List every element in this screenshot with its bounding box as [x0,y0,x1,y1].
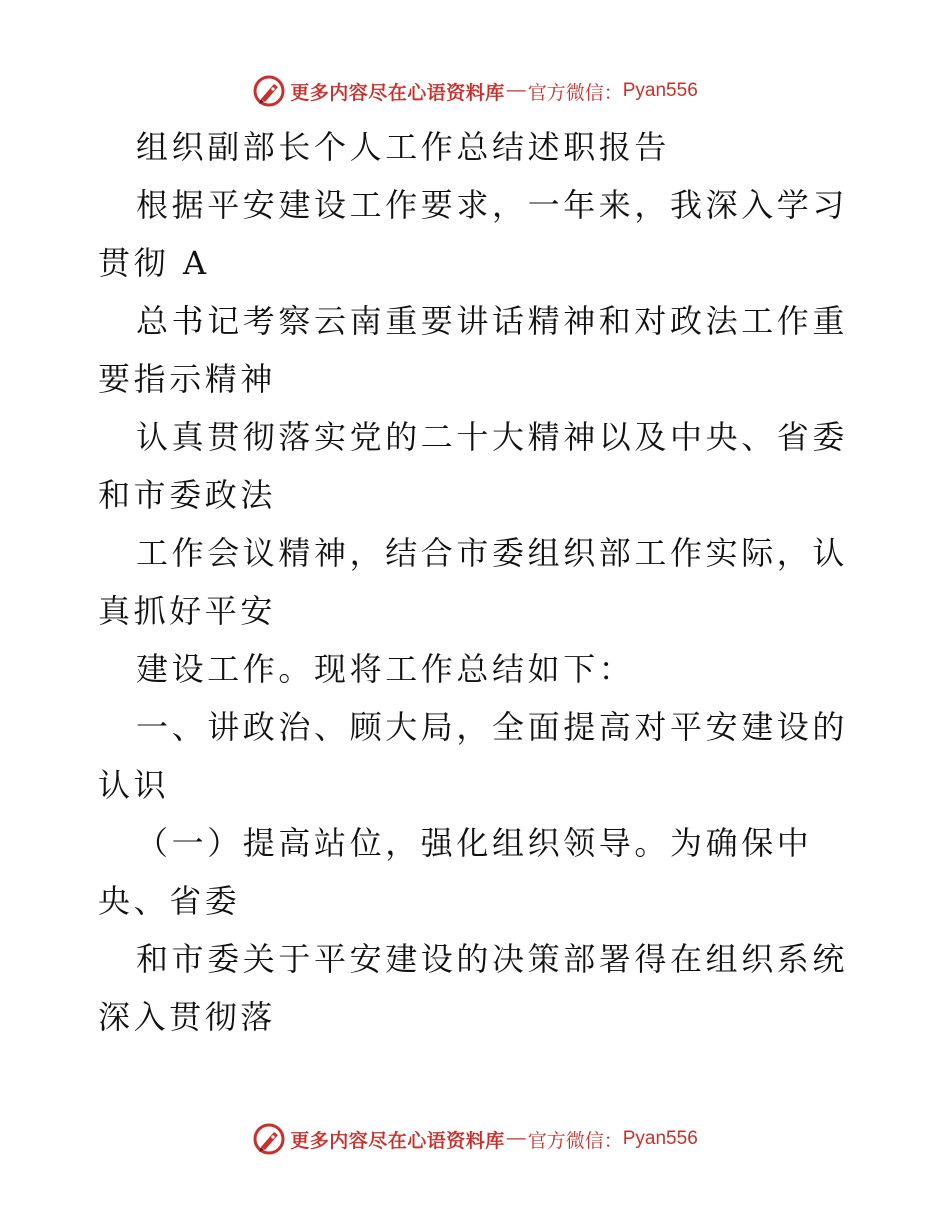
header-wechat-id: Pyan556 [622,80,698,101]
paragraph: （一）提高站位，强化组织领导。为确保中央、省委 [98,824,813,920]
footer-wechat-id: Pyan556 [622,1128,698,1149]
document-body [98,118,852,1046]
header-wechat-label: 官方微信： [527,81,623,104]
header-separator: — [506,80,526,101]
footer-separator: — [506,1128,526,1149]
paragraph: 总书记考察云南重要讲话精神和对政法工作重要指示精神 [98,302,849,398]
footer-banner [0,1119,950,1159]
footer-brand-text: 更多内容尽在心语资料库 [290,1129,505,1152]
paragraph: 认真贯彻落实党的二十大精神以及中央、省委和市委政法 [98,418,849,514]
pen-logo-icon [252,1122,286,1156]
document-title: 组织副部长个人工作总结述职报告 [136,128,671,166]
header-brand-text: 更多内容尽在心语资料库 [290,81,505,104]
section-heading: 一、讲政治、顾大局，全面提高对平安建设的认识 [98,708,849,804]
paragraph: 根据平安建设工作要求，一年来，我深入学习贯彻 A [98,186,849,282]
paragraph: 工作会议精神，结合市委组织部工作实际，认真抓好平安 [98,534,849,630]
pen-logo-icon [252,74,286,108]
footer-wechat-label: 官方微信： [527,1129,623,1152]
paragraph: 和市委关于平安建设的决策部署得在组织系统深入贯彻落 [98,940,849,1036]
paragraph: 建设工作。现将工作总结如下： [136,650,635,688]
header-banner [0,71,950,111]
